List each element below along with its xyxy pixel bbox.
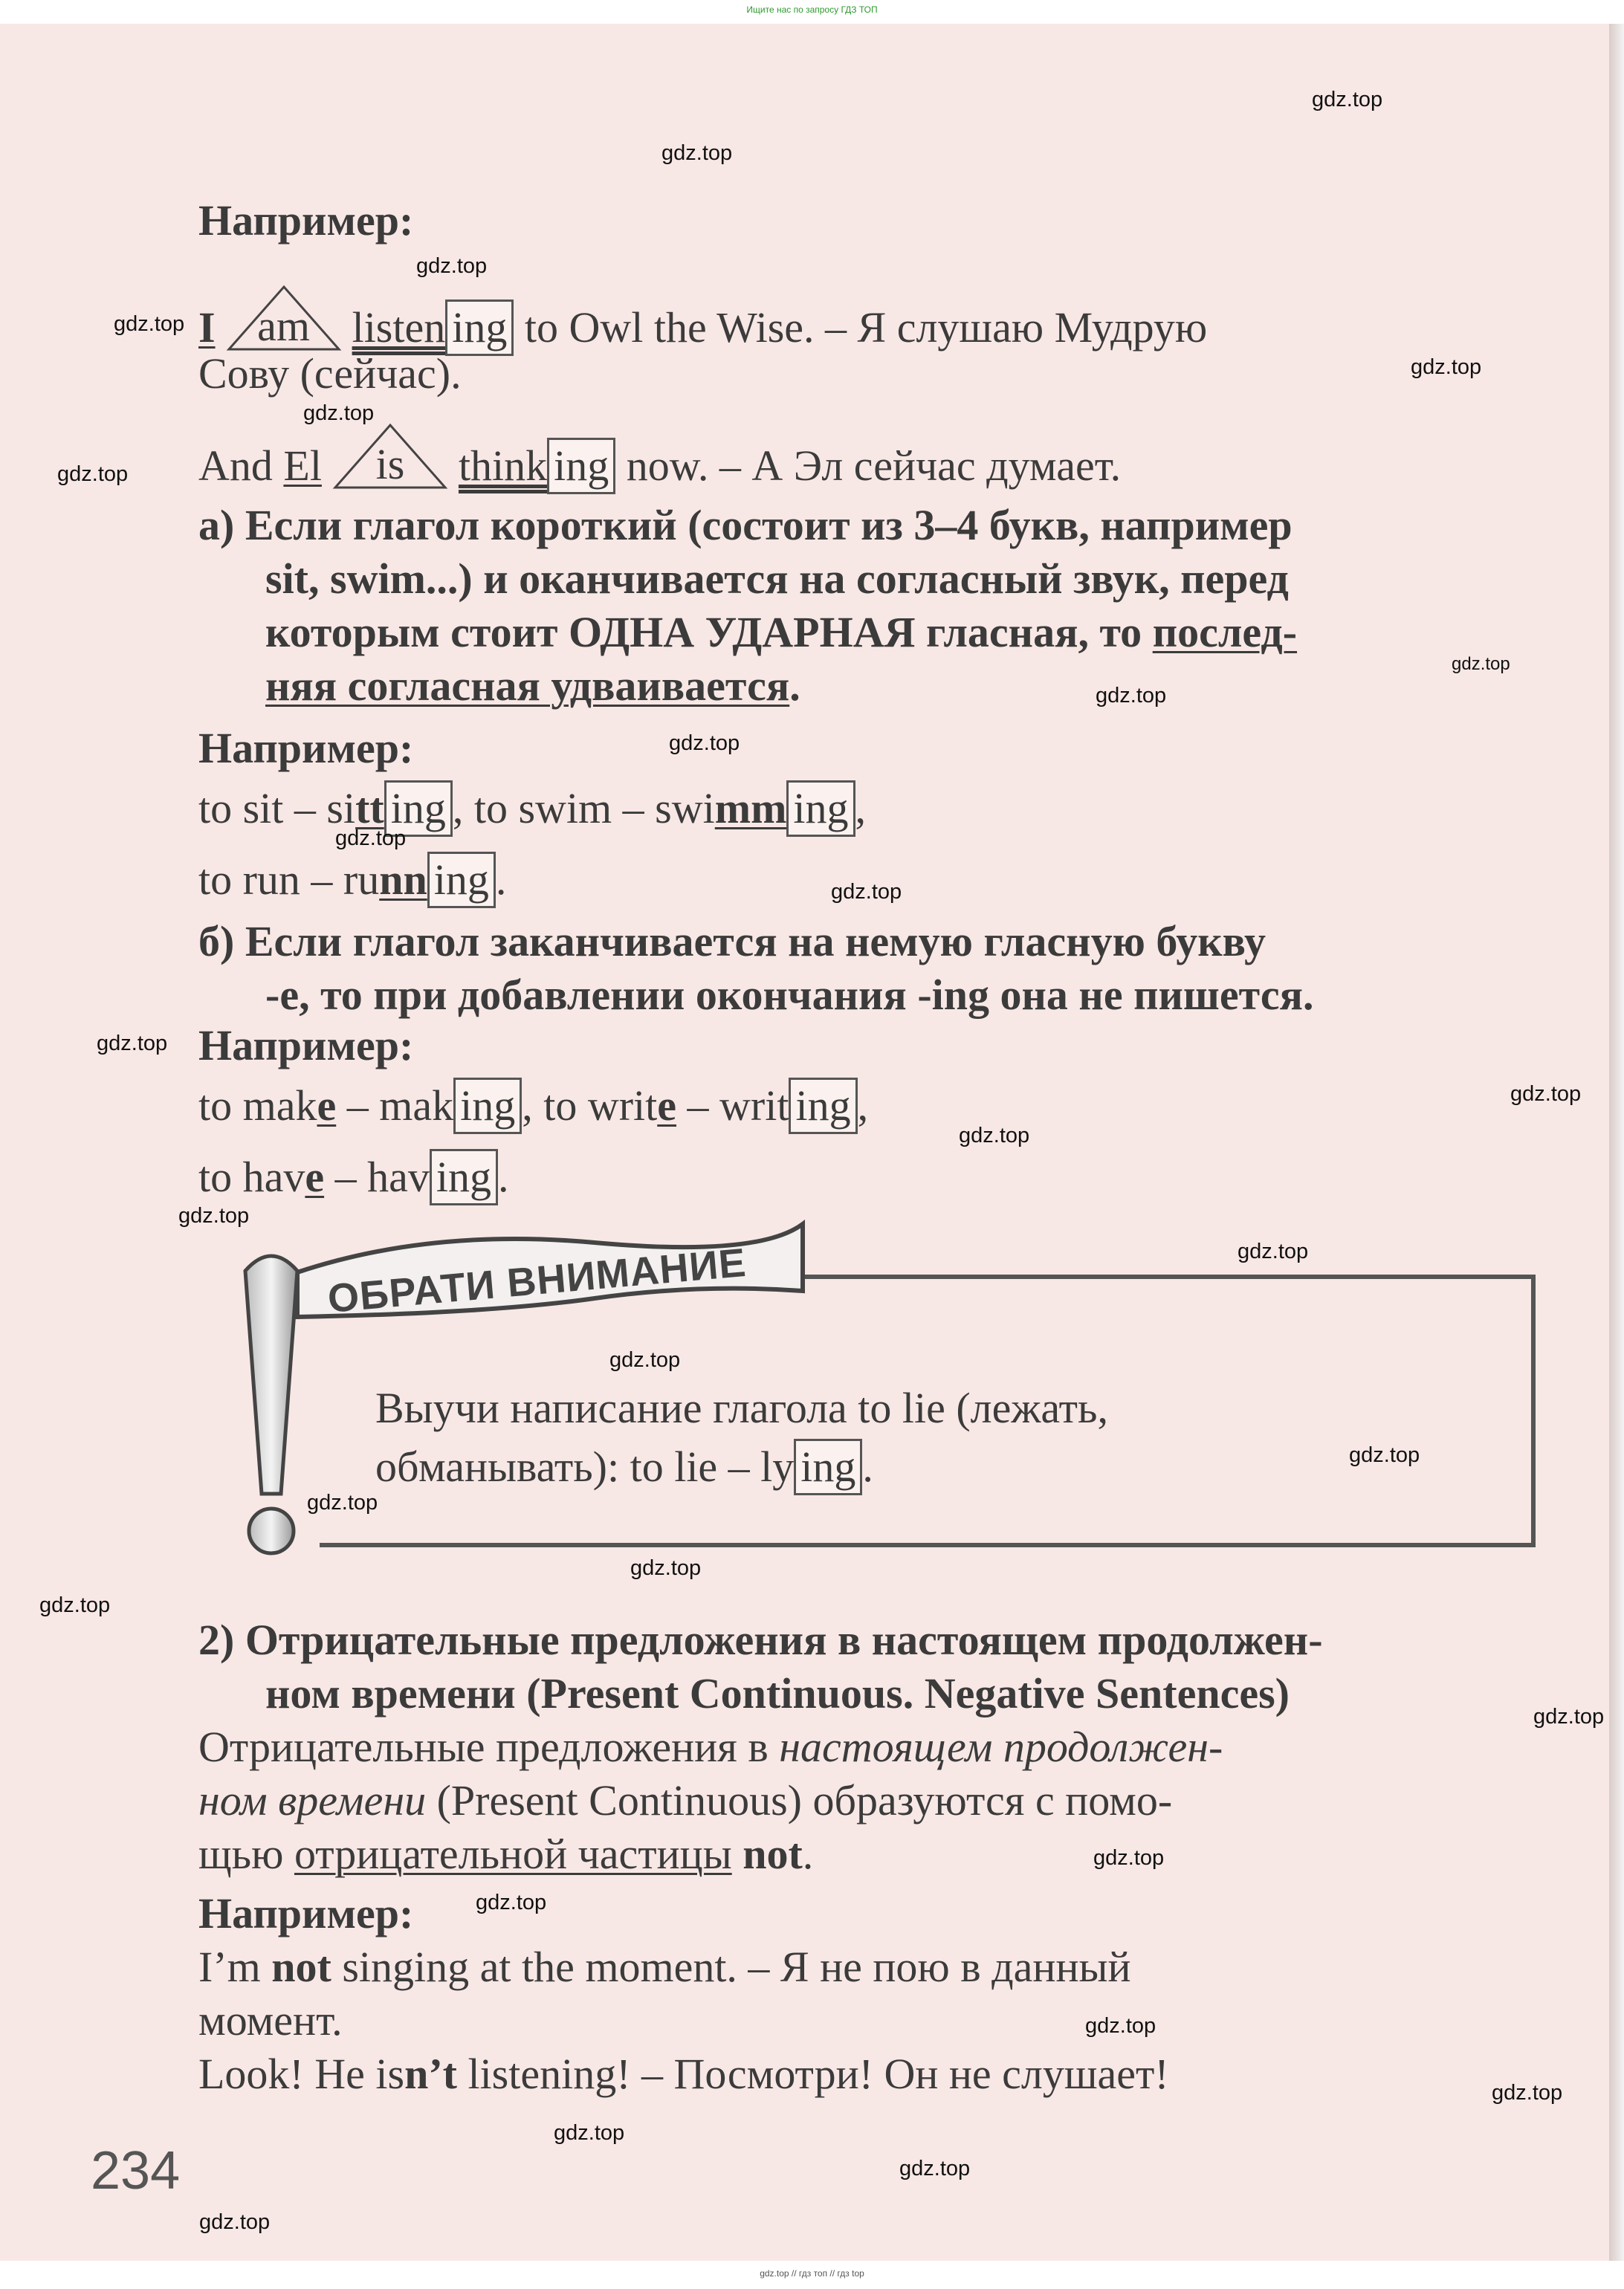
example-line-run: to run – runn ing . — [198, 852, 506, 908]
ending-box: ing — [794, 1439, 862, 1495]
rule-a-line-1: а) Если глагол короткий (состоит из 3–4 букв, например — [198, 501, 1293, 549]
watermark: gdz.top — [114, 312, 185, 336]
watermark: gdz.top — [178, 1204, 250, 1228]
watermark: gdz.top — [303, 401, 375, 425]
rule-b-line-1: б) Если глагол заканчивается на немую гласную букву — [198, 917, 1266, 965]
footer-note: gdz.top // гдз топ // гдз top — [760, 2268, 864, 2279]
rule-a-line-2: sit, swim...) и оканчивается на согласный звук, перед — [265, 554, 1289, 603]
attention-banner-text: ОБРАТИ ВНИМАНИЕ — [326, 1240, 748, 1321]
watermark: gdz.top — [1452, 654, 1510, 674]
watermark: gdz.top — [1492, 2081, 1563, 2105]
example-line-not-singing: I’m not singing at the moment. – Я не пою в данный — [198, 1943, 1131, 1991]
example-line-have: to have – hav ing . — [198, 1149, 508, 1205]
watermark: gdz.top — [97, 1032, 168, 1055]
ending-box: ing — [445, 300, 514, 356]
ending-box: ing — [384, 780, 453, 837]
rule-a-line-3: которым стоит ОДНА УДАРНАЯ гласная, то послед- — [265, 608, 1298, 656]
watermark: gdz.top — [1349, 1443, 1420, 1467]
rule-a-line-4: няя согласная удваивается. — [265, 661, 800, 710]
section-2-title-2: ном времени (Present Continuous. Negative Sentences) — [265, 1669, 1290, 1717]
ending-box: ing — [789, 1078, 857, 1134]
watermark: gdz.top — [476, 1891, 547, 1914]
header-note: Ищите нас по запросу ГДЗ ТОП — [746, 4, 878, 15]
example-line-moment: момент. — [198, 1996, 343, 2044]
watermark: gdz.top — [1411, 355, 1482, 379]
watermark: gdz.top — [1533, 1705, 1605, 1729]
example-line-make-write: to make – mak ing , to write – writ ing , — [198, 1078, 868, 1134]
watermark: gdz.top — [831, 880, 902, 904]
ending-box: ing — [453, 1078, 522, 1134]
ending-box: ing — [547, 438, 615, 494]
watermark: gdz.top — [669, 731, 740, 755]
section-2-title-1: 2) Отрицательные предложения в настоящем продолжен- — [198, 1616, 1323, 1664]
example-line-isnt-listening: Look! He isn’t listening! – Посмотри! Он не слушает! — [198, 2050, 1169, 2098]
watermark: gdz.top — [899, 2157, 971, 2180]
watermark: gdz.top — [57, 462, 129, 486]
watermark: gdz.top — [1312, 88, 1383, 111]
watermark: gdz.top — [416, 254, 488, 278]
watermark: gdz.top — [39, 1593, 111, 1617]
attention-line-2: обманывать): to lie – ly ing . — [375, 1439, 873, 1495]
page-number: 234 — [91, 2141, 181, 2201]
watermark: gdz.top — [630, 1556, 702, 1580]
example-line-el-is-thinking: And El is think ing now. – А Эл сейчас думает. — [198, 422, 1121, 494]
attention-line-1: Выучи написание глагола to lie (лежать, — [375, 1384, 1108, 1432]
example-heading-2: Например: — [198, 724, 414, 772]
watermark: gdz.top — [554, 2121, 625, 2145]
watermark: gdz.top — [959, 1124, 1030, 1147]
triangle-am: am — [226, 284, 342, 352]
ending-box: ing — [786, 780, 855, 837]
watermark: gdz.top — [1510, 1082, 1582, 1106]
watermark: gdz.top — [609, 1348, 681, 1372]
section-2-para-1: Отрицательные предложения в настоящем продолжен- — [198, 1723, 1223, 1771]
watermark: gdz.top — [1096, 684, 1167, 708]
section-2-para-2: ном времени (Present Continuous) образуются с помо- — [198, 1776, 1173, 1825]
ending-box: ing — [430, 1149, 498, 1205]
watermark: gdz.top — [1085, 2014, 1156, 2038]
watermark: gdz.top — [199, 2210, 271, 2234]
example-heading-1: Например: — [198, 196, 414, 245]
example-line-i-am-listening: I am listen ing to Owl the Wise. – Я слушаю Мудрую — [198, 284, 1207, 356]
watermark: gdz.top — [1093, 1846, 1165, 1870]
example-heading-3: Например: — [198, 1021, 414, 1069]
watermark: gdz.top — [661, 141, 733, 165]
example-line-sit-swim: to sit – sitt ing , to swim – swimm ing , — [198, 780, 866, 837]
watermark: gdz.top — [1238, 1240, 1309, 1263]
rule-b-line-2: -е, то при добавлении окончания -ing она не пишется. — [265, 971, 1314, 1019]
example-heading-4: Например: — [198, 1889, 414, 1937]
triangle-is: is — [332, 422, 448, 490]
section-2-para-3: щью отрицательной частицы not. — [198, 1830, 814, 1878]
watermark: gdz.top — [335, 826, 407, 850]
page-edge — [1609, 24, 1624, 2261]
example-line-1-cont: Сову (сейчас). — [198, 349, 462, 398]
watermark: gdz.top — [307, 1491, 378, 1515]
exclamation-icon — [238, 1249, 305, 1561]
ending-box: ing — [427, 852, 496, 908]
